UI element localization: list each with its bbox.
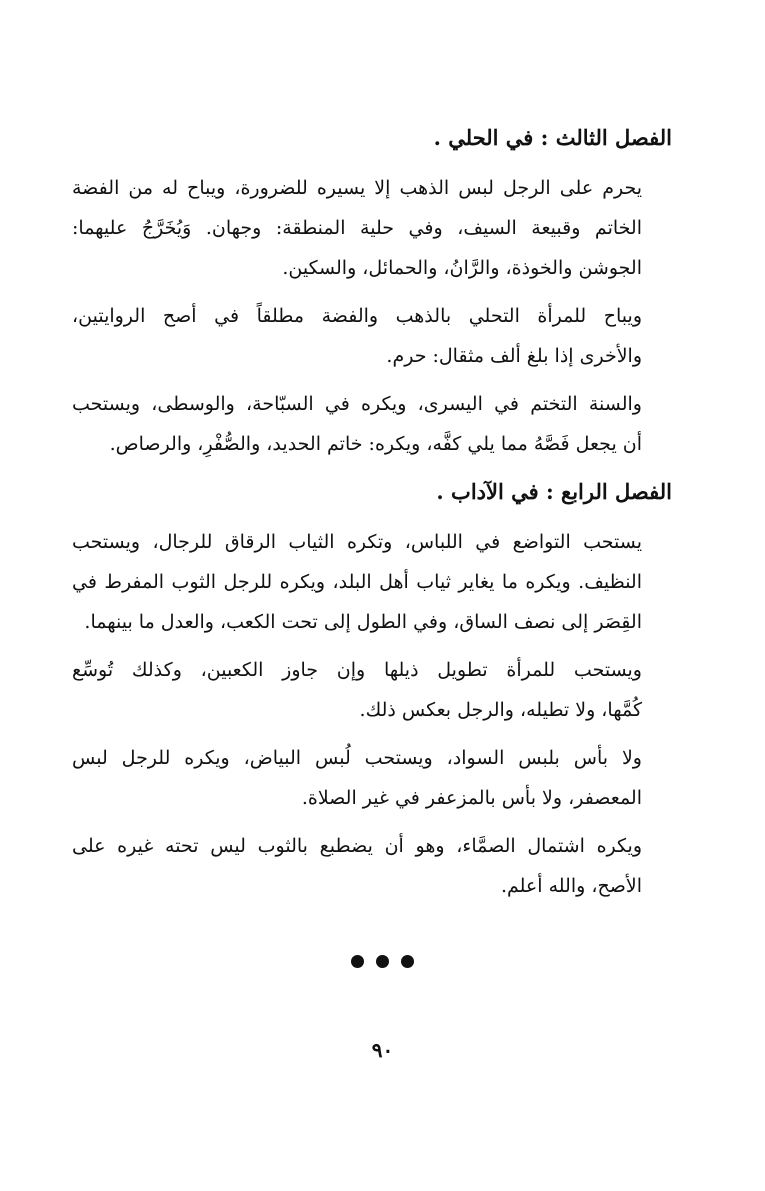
text-line: ولا بأس بلبس السواد، ويستحب لُبس البياض، ويكره للرجل لبس (72, 747, 642, 769)
paragraph (72, 168, 672, 288)
text-line: الأصح، والله أعلم. (500, 875, 642, 897)
text-line: القِصَر إلى نصف الساق، وفي الطول إلى تحت الكعب، والعدل ما بينهما. (84, 611, 642, 633)
paragraph (72, 522, 672, 642)
text-line: والسنة التختم في اليسرى، ويكره في السبّاحة، والوسطى، ويستحب (72, 393, 642, 415)
text-line: يحرم على الرجل لبس الذهب إلا يسيره للضرورة، ويباح له من الفضة (72, 177, 642, 199)
text-line: والأخرى إذا بلغ ألف مثقال: حرم. (386, 345, 642, 367)
text-line: كُمَّها، ولا تطيله، والرجل بعكس ذلك. (359, 699, 642, 721)
ornament-dot-icon (376, 955, 389, 968)
section-end-ornament (0, 955, 765, 971)
page-text (72, 118, 672, 914)
ornament-dot-icon (401, 955, 414, 968)
text-line: الجوشن والخوذة، والرَّانُ، والحمائل، والسكين. (282, 257, 642, 279)
text-line: ويستحب للمرأة تطويل ذيلها وإن جاوز الكعبين، وكذلك تُوسِّع (72, 659, 642, 681)
paragraph (72, 738, 672, 818)
section-hilli (72, 118, 672, 464)
text-line: النظيف. ويكره ما يغاير ثياب أهل البلد، ويكره للرجل الثوب المفرط في (72, 571, 642, 593)
paragraph (72, 650, 672, 730)
paragraph (72, 384, 672, 464)
paragraph (72, 296, 672, 376)
page-number: ٩٠ (371, 1038, 394, 1062)
text-line: أن يجعل فَصَّهُ مما يلي كفَّه، ويكره: خاتم الحديد، والصُّفْرِ، والرصاص. (109, 433, 642, 455)
text-line: يستحب التواضع في اللباس، وتكره الثياب الرقاق للرجال، ويستحب (72, 531, 642, 553)
text-line: المعصفر، ولا بأس بالمزعفر في غير الصلاة. (301, 787, 642, 809)
text-line: الخاتم وقبيعة السيف، وفي حلية المنطقة: وجهان. وَيُخَرَّجُ عليهما: (72, 217, 642, 239)
section-adab (72, 472, 672, 906)
section-heading: الفصل الثالث : في الحلي . (433, 125, 672, 150)
text-line: ويكره اشتمال الصمَّاء، وهو أن يضطبع بالثوب ليس تحته غيره على (72, 835, 642, 857)
paragraph (72, 826, 672, 906)
section-heading: الفصل الرابع : في الآداب . (436, 479, 672, 504)
text-line: ويباح للمرأة التحلي بالذهب والفضة مطلقاً في أصح الروايتين، (72, 305, 642, 327)
ornament-dot-icon (351, 955, 364, 968)
